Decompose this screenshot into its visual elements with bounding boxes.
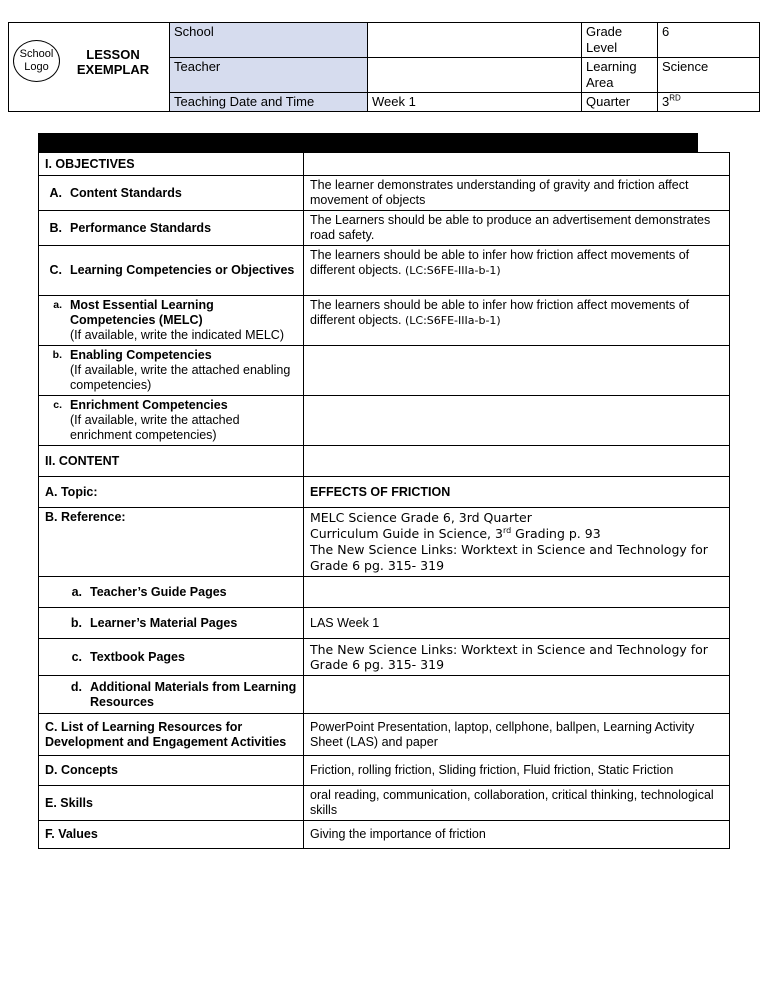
table-row [39, 714, 730, 756]
textbook-marker: c. [71, 649, 82, 664]
textbook-value: The New Science Links: Worktext in Science and Technology for Grade 6 pg. 315- 319 [304, 639, 730, 676]
learning-competencies-value [304, 246, 730, 296]
reference-value [304, 508, 730, 577]
quarter-value [658, 93, 760, 112]
melc-note: (If available, write the indicated MELC) [70, 328, 284, 342]
learning-area-label: Learning Area [582, 58, 658, 93]
table-row [39, 639, 730, 676]
skills-label: E. Skills [39, 786, 304, 821]
table-row [39, 246, 730, 296]
learning-area-value: Science [658, 58, 760, 93]
reference-line3: The New Science Links: Worktext in Science and Technology for Grade 6 pg. 315- 319 [310, 542, 708, 573]
table-row [39, 676, 730, 714]
school-logo [13, 40, 60, 82]
topic-value: EFFECTS OF FRICTION [304, 477, 730, 508]
lesson-plan-table [38, 152, 730, 849]
learning-resources-label: C. List of Learning Resources for Development and Engagement Activities [39, 714, 304, 756]
learning-resources-value: PowerPoint Presentation, laptop, cellphone, ballpen, Learning Activity Sheet (LAS) and paper [304, 714, 730, 756]
values-value: Giving the importance of friction [304, 821, 730, 849]
table-row [39, 477, 730, 508]
topic-label: A. Topic: [39, 477, 304, 508]
content-standards-value: The learner demonstrates understanding of gravity and friction affect movement of objects [304, 176, 730, 211]
table-row [39, 396, 730, 446]
learning-competencies-text: The learners should be able to infer how friction affect movements of different objects. [310, 248, 690, 277]
lesson-exemplar-title [63, 47, 163, 77]
teaching-date-value: Week 1 [368, 93, 582, 112]
table-row [39, 508, 730, 577]
table-row [39, 786, 730, 821]
enrichment-note: (If available, write the attached enrichment competencies) [70, 413, 240, 442]
table-row [39, 608, 730, 639]
table-row [39, 176, 730, 211]
objectives-heading: I. OBJECTIVES [39, 153, 304, 176]
enabling-note: (If available, write the attached enabling competencies) [70, 363, 291, 392]
learning-competencies-marker: C. [49, 263, 62, 277]
concepts-label: D. Concepts [39, 756, 304, 786]
enrichment-value [304, 396, 730, 446]
enabling-label: Enabling Competencies [70, 348, 212, 362]
performance-standards-marker: B. [49, 220, 62, 235]
teaching-date-label: Teaching Date and Time [170, 93, 368, 112]
grade-level-label: Grade Level [582, 23, 658, 58]
title-line2: EXEMPLAR [76, 62, 150, 77]
reference-line2-pre: Curriculum Guide in Science, 3 [310, 526, 503, 541]
enabling-marker: b. [52, 349, 62, 361]
reference-line2-sup: rd [502, 525, 512, 535]
enrichment-marker: c. [53, 399, 62, 411]
table-row [39, 821, 730, 849]
additional-materials-marker: d. [70, 679, 82, 694]
textbook-label: Textbook Pages [90, 649, 185, 664]
content-standards-label: Content Standards [70, 185, 182, 200]
title-line1: LESSON [86, 47, 140, 62]
table-row [39, 346, 730, 396]
table-row [39, 446, 730, 477]
concepts-value: Friction, rolling friction, Sliding friction, Fluid friction, Static Friction [304, 756, 730, 786]
melc-code: (LC:S6FE-IIIa-b-1) [404, 314, 501, 327]
quarter-suffix: RD [669, 93, 681, 103]
table-row [39, 756, 730, 786]
teachers-guide-label: Teacher’s Guide Pages [90, 584, 227, 599]
melc-text: The learners should be able to infer how friction affect movements of different objects. [310, 298, 690, 327]
content-standards-marker: A. [49, 185, 62, 200]
teachers-guide-value [304, 577, 730, 608]
additional-materials-label: Additional Materials from Learning Resources [90, 679, 297, 709]
values-label: F. Values [39, 821, 304, 849]
skills-value: oral reading, communication, collaboration, critical thinking, technological skills [304, 786, 730, 821]
performance-standards-label: Performance Standards [70, 220, 212, 235]
quarter-number: 3 [662, 94, 670, 109]
school-value [368, 23, 582, 58]
learning-competencies-code: (LC:S6FE-IIIa-b-1) [404, 264, 501, 277]
learners-material-marker: b. [70, 615, 82, 630]
enrichment-label: Enrichment Competencies [70, 398, 228, 412]
melc-marker: a. [53, 299, 62, 311]
enabling-value [304, 346, 730, 396]
reference-line2 [310, 526, 723, 542]
school-label: School [170, 23, 368, 58]
teacher-label: Teacher [170, 58, 368, 93]
performance-standards-value: The Learners should be able to produce an advertisement demonstrates road safety. [304, 211, 730, 246]
learners-material-value: LAS Week 1 [304, 608, 730, 639]
reference-label: B. Reference: [39, 508, 304, 577]
table-row [39, 296, 730, 346]
learners-material-label: Learner’s Material Pages [90, 615, 238, 630]
logo-text-line2: Logo [24, 61, 49, 73]
table-row [39, 153, 730, 176]
table-row [39, 211, 730, 246]
content-heading: II. CONTENT [39, 446, 304, 477]
reference-line1: MELC Science Grade 6, 3rd Quarter [310, 510, 532, 525]
learning-competencies-label: Learning Competencies or Objectives [70, 263, 295, 277]
teachers-guide-marker: a. [71, 584, 82, 599]
additional-materials-value [304, 676, 730, 714]
reference-line2-post: Grading p. 93 [511, 526, 601, 541]
logo-text-line1: School [19, 48, 54, 60]
grade-level-value: 6 [658, 23, 760, 58]
black-header-bar [38, 133, 698, 152]
melc-label: Most Essential Learning Competencies (MELC) [70, 298, 214, 327]
table-row [39, 577, 730, 608]
teacher-value [368, 58, 582, 93]
melc-value [304, 296, 730, 346]
quarter-label: Quarter [582, 93, 658, 112]
